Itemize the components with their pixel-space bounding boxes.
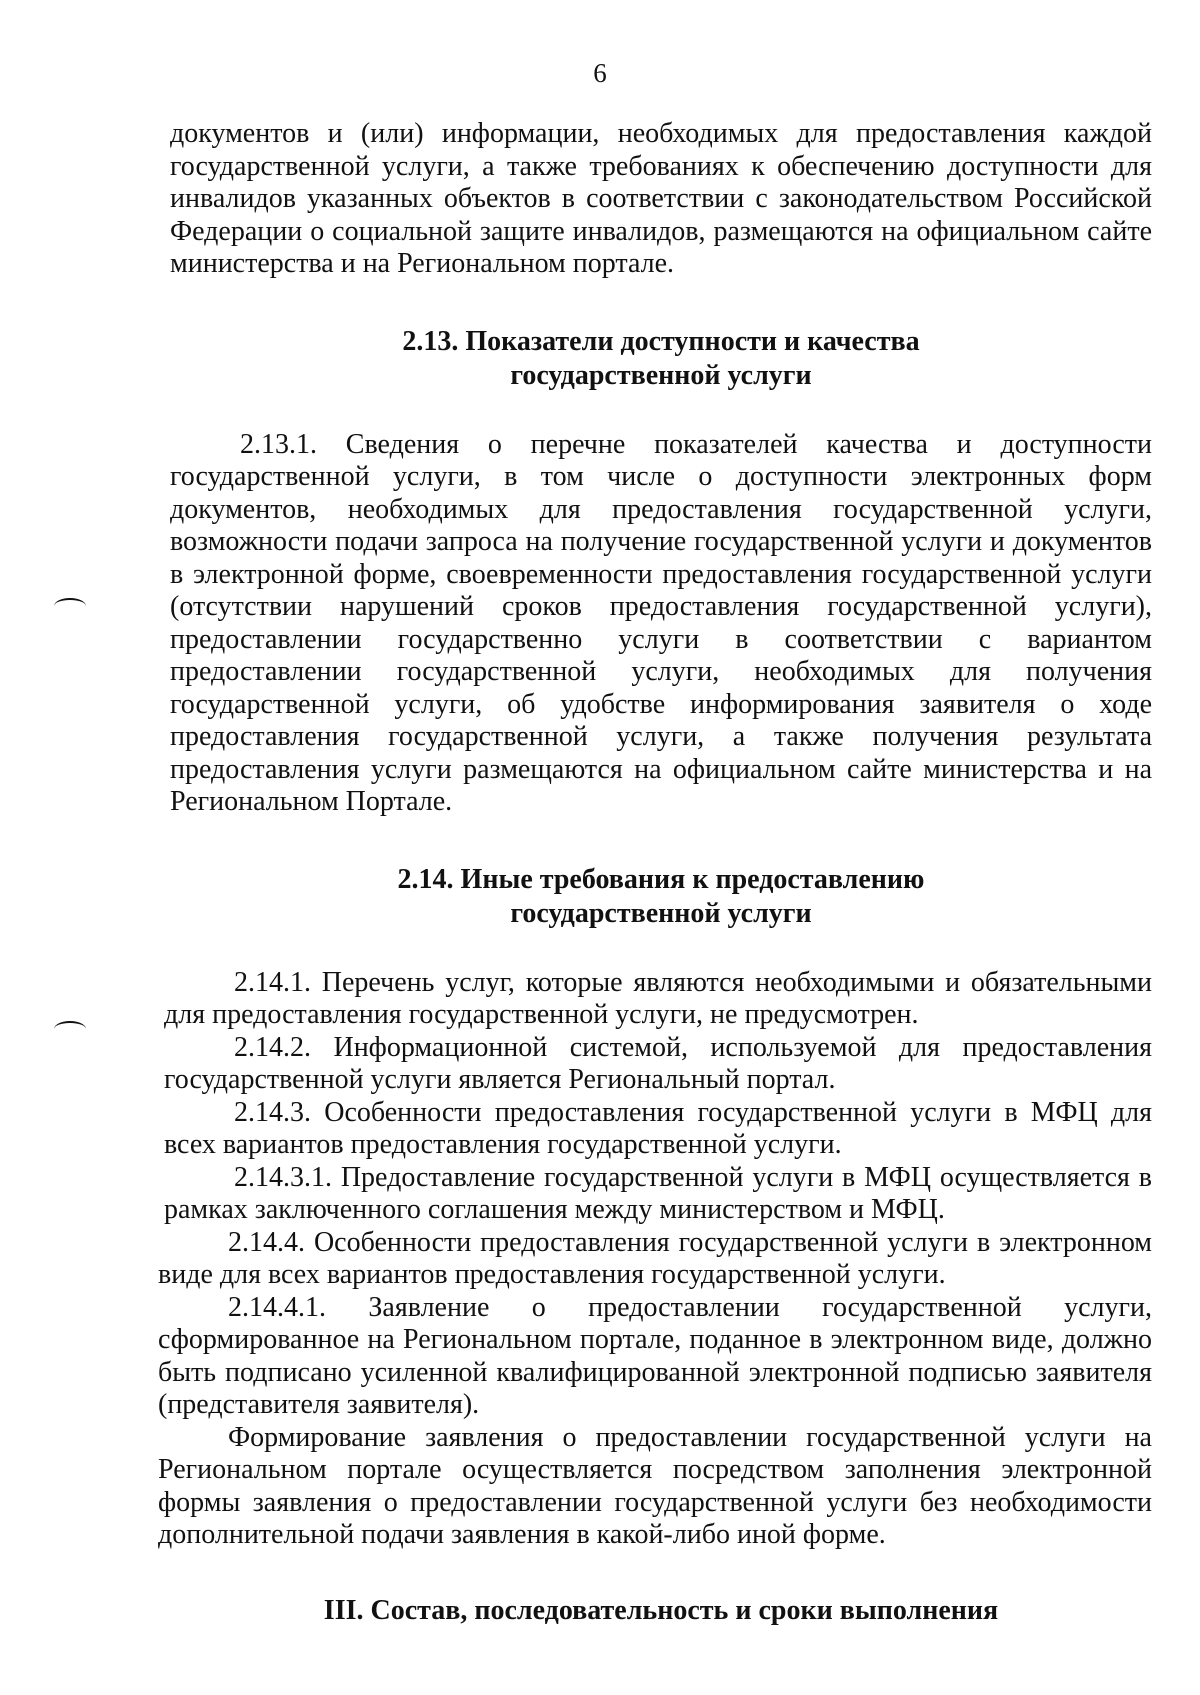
heading-2-13-line2: государственной услуги xyxy=(510,359,812,391)
margin-mark xyxy=(54,1021,86,1037)
heading-2-13 xyxy=(170,325,1152,393)
paragraph-2-14-4-1: 2.14.4.1. Заявление о предоставлении государственной услуги, сформированное на Региональном портале, поданное в электронном виде, должно быть подписано усиленной квалифицированной электронной подписью заявителя (представителя заявителя). xyxy=(158,1291,1152,1420)
margin-mark xyxy=(54,598,86,614)
heading-2-14-line2: государственной услуги xyxy=(510,897,812,929)
intro-paragraph: документов и (или) информации, необходимых для предоставления каждой государственной услуги, а также требованиях к обеспечению доступности для инвалидов указанных объектов в соответствии с законодательством Российской Федерации о социальной защите инвалидов, размещаются на официальном сайте министерства и на Региональном портале. xyxy=(170,118,1152,279)
heading-2-13-line1: 2.13. Показатели доступности и качества xyxy=(402,325,920,357)
paragraph-2-14-4: 2.14.4. Особенности предоставления государственной услуги в электронном виде для всех вариантов предоставления государственной услуги. xyxy=(158,1226,1152,1290)
paragraph-2-14-3-1: 2.14.3.1. Предоставление государственной услуги в МФЦ осуществляется в рамках заключенного соглашения между министерством и МФЦ. xyxy=(164,1161,1152,1225)
document-body xyxy=(158,118,1152,1628)
paragraph-2-14-2: 2.14.2. Информационной системой, используемой для предоставления государственной услуги является Региональный портал. xyxy=(164,1031,1152,1095)
paragraph-2-13-1: 2.13.1. Сведения о перечне показателей качества и доступности государственной услуги, в том числе о доступности электронных форм документов, необходимых для предоставления государственной услуги, возможности подачи запроса на получение государственной услуги и документов в электронной форме, своевременности предоставления государственной услуги (отсутствии нарушений сроков предоставления государственной услуги), предоставлении государственно услуги в соответствии с вариантом предоставлении государственной услуги, необходимых для получения государственной услуги, об удобстве информирования заявителя о ходе предоставления государственной услуги, а также получения результата предоставления услуги размещаются на официальном сайте министерства и на Региональном Портале. xyxy=(170,428,1152,817)
heading-section-iii: III. Состав, последовательность и сроки выполнения xyxy=(323,1594,999,1626)
paragraph-2-14-3: 2.14.3. Особенности предоставления государственной услуги в МФЦ для всех вариантов предоставления государственной услуги. xyxy=(164,1096,1152,1160)
paragraph-forming: Формирование заявления о предоставлении государственной услуги на Региональном портале осуществляется посредством заполнения электронной формы заявления о предоставлении государственной услуги без необходимости дополнительной подачи заявления в какой-либо иной форме. xyxy=(158,1421,1152,1550)
heading-2-14 xyxy=(170,863,1152,931)
heading-2-14-line1: 2.14. Иные требования к предоставлению xyxy=(397,863,925,895)
page-number: 6 xyxy=(593,58,607,88)
paragraph-2-14-1: 2.14.1. Перечень услуг, которые являются необходимыми и обязательными для предоставления государственной услуги, не предусмотрен. xyxy=(164,966,1152,1030)
